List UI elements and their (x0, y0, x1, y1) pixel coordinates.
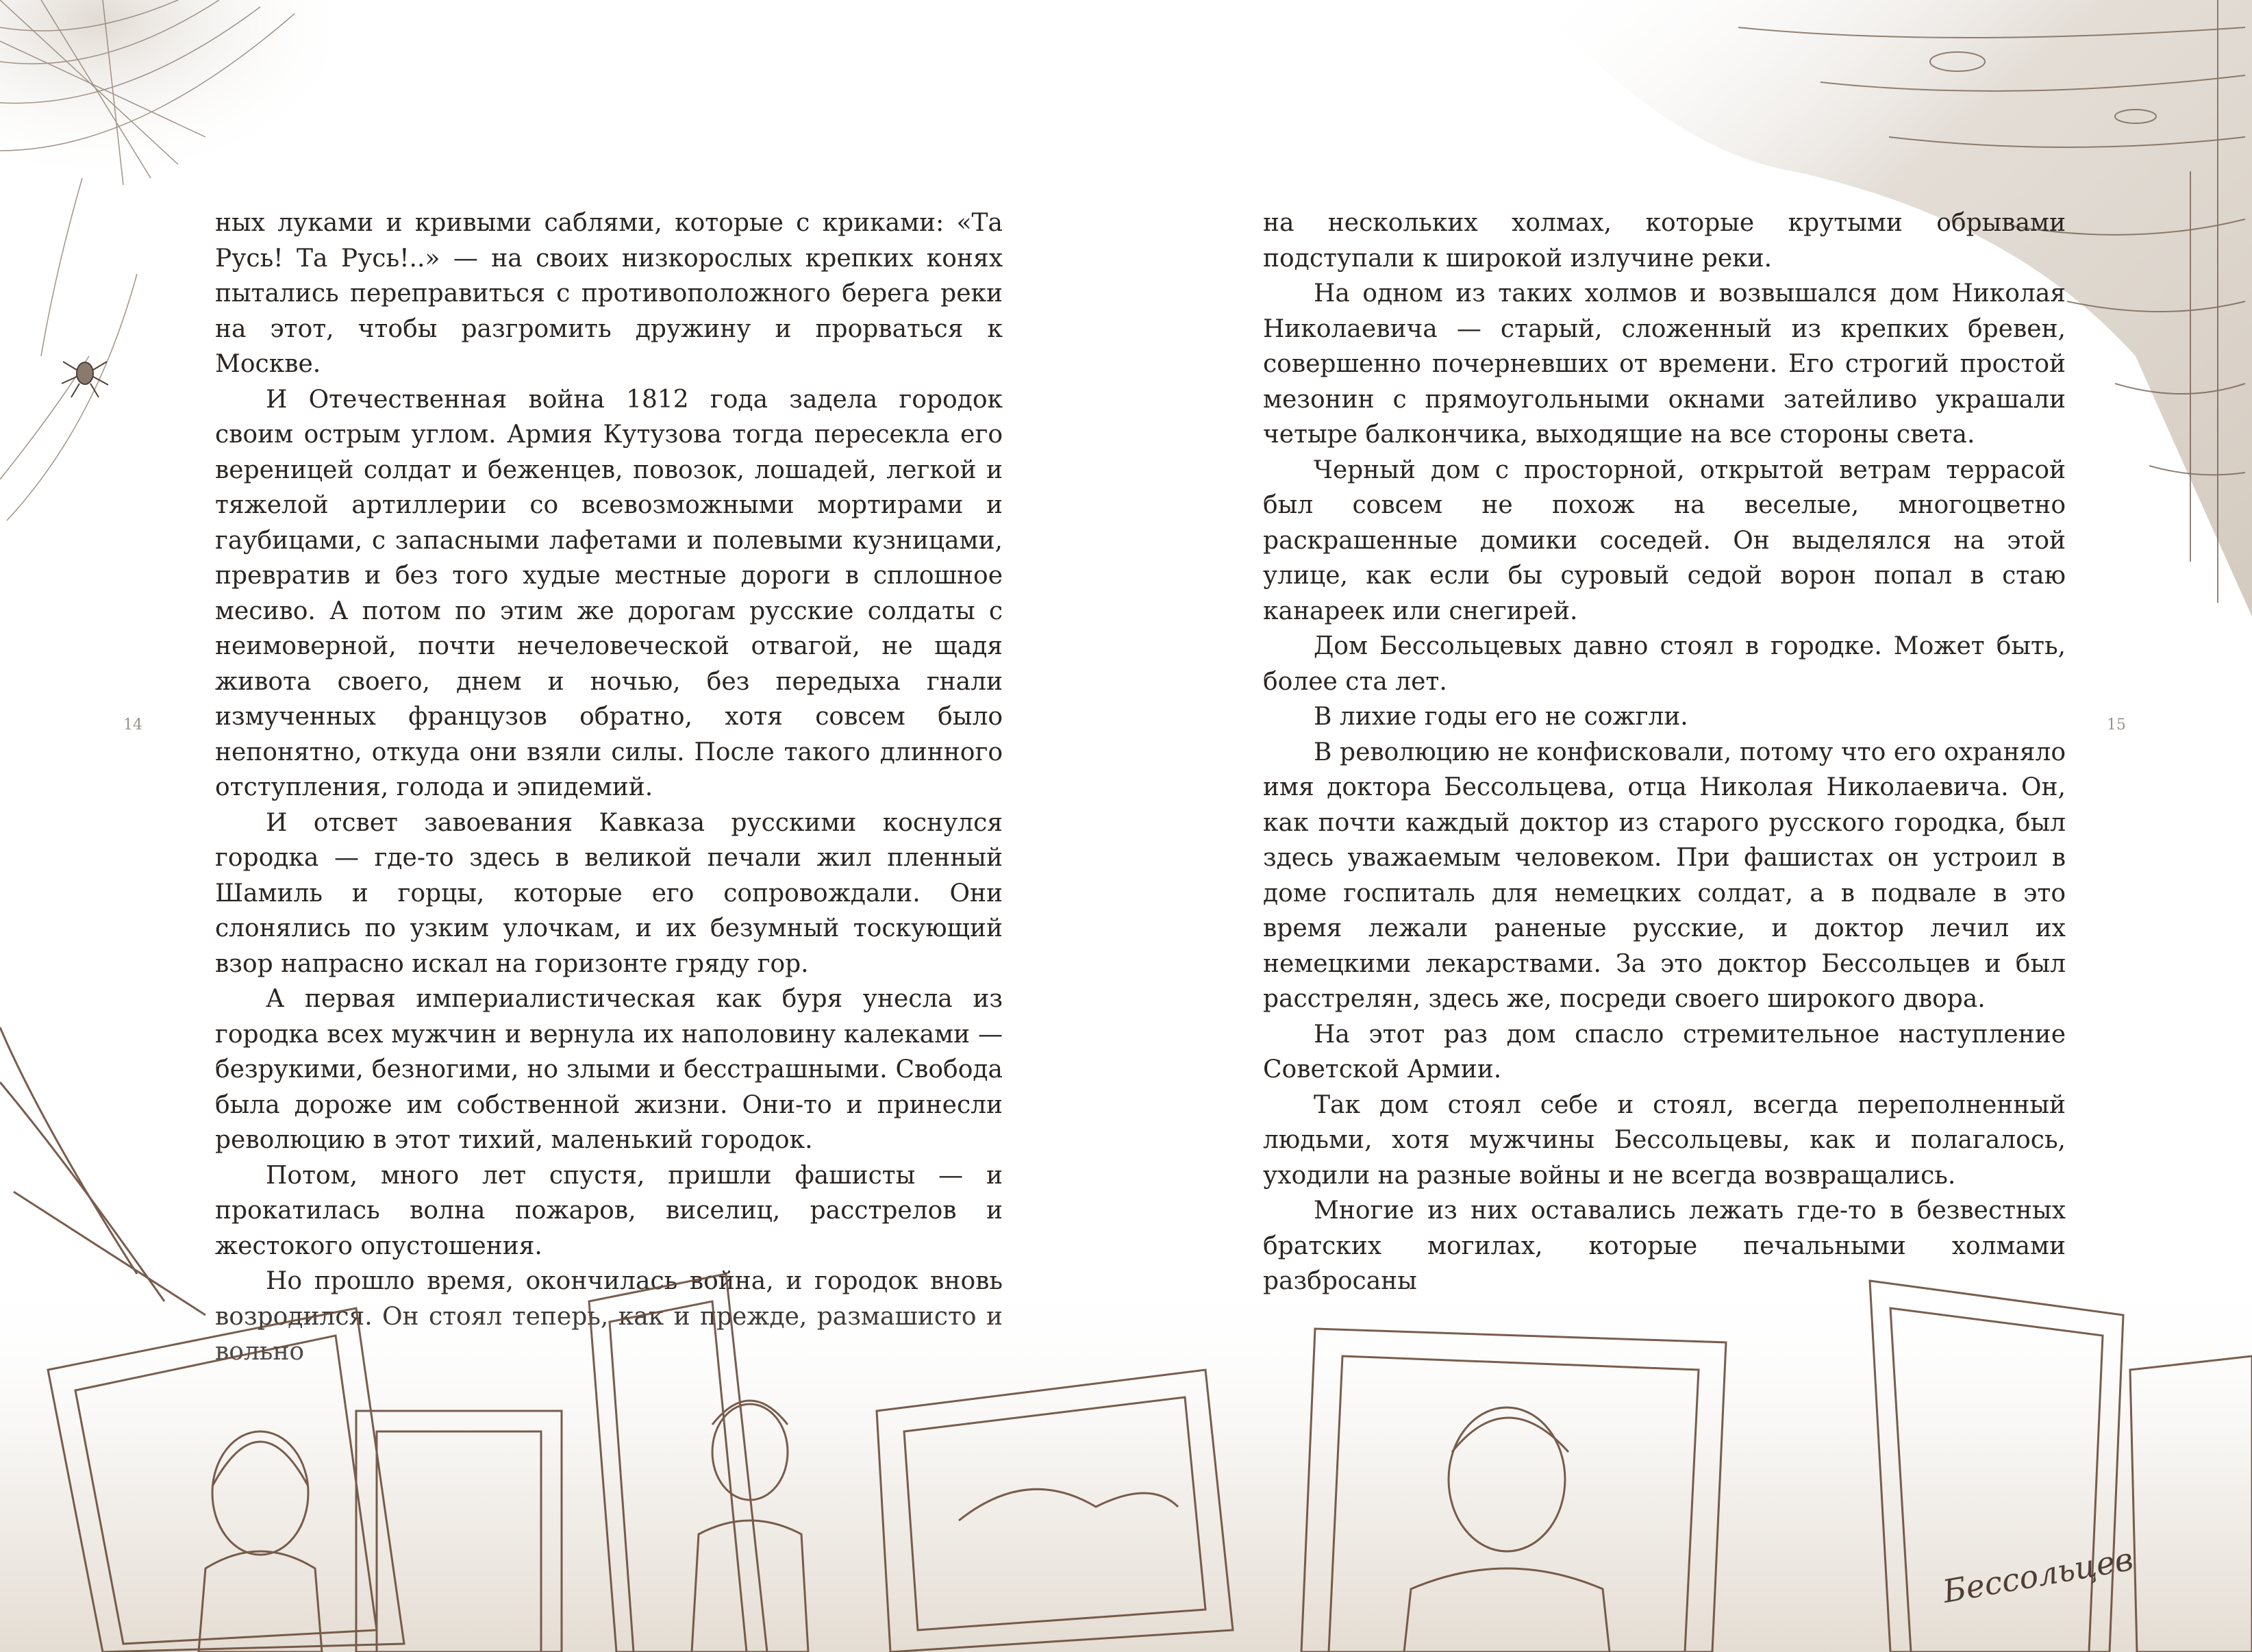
paragraph: Черный дом с просторной, открытой ветрам террасой был совсем не похож на веселые, многоцветно раскрашенные домики соседей. Он выделялся на этой улице, как если бы суровый седой ворон попал в стаю канареек или снегирей. (1263, 455, 2066, 625)
paragraph: На этот раз дом спасло стремительное наступление Советской Армии. (1263, 1020, 2066, 1084)
paragraph: ных луками и кривыми саблями, которые с криками: «Та Русь! Та Русь!..» — на своих низкорослых крепких конях пытались переправиться с противоположного берега реки на этот, чтобы разгромить дружину и прорваться к Москве. (215, 209, 1003, 378)
framed-portraits-illustration (0, 986, 2252, 1652)
signature: Бессольцев (1940, 1540, 2136, 1610)
paragraph: Так дом стоял себе и стоял, всегда переполненный людьми, хотя мужчины Бессольцевы, как и полагалось, уходили на разные войны и не всегда возвращались. (1263, 1090, 2066, 1190)
paragraph: В революцию не конфисковали, потому что его охраняло имя доктора Бессольцева, отца Николая Николаевича. Он, как почти каждый доктор из старого русского городка, был здесь уважаемым человеком. При фашистах он устроил в доме госпиталь для немецких солдат, а в подвале в это время лежали раненые русские, и доктор лечил их немецкими лекарствами. За это доктор Бессольцев и был расстрелян, здесь же, посреди своего широкого двора. (1263, 738, 2066, 1013)
paragraph: На одном из таких холмов и возвышался дом Николая Николаевича — старый, сложенный из крепких бревен, совершенно почерневших от времени. Его строгий простой мезонин с прямоугольными окнами затейливо украшали четыре балкончика, выходящие на все стороны света. (1263, 279, 2066, 449)
page-number: 14 (123, 716, 142, 734)
paragraph: Дом Бессольцевых давно стоял в городке. Может быть, более ста лет. (1263, 632, 2066, 696)
paragraph: И Отечественная война 1812 года задела городок своим острым углом. Армия Кутузова тогда пересекла его вереницей солдат и беженцев, повозок, лошадей, легкой и тяжелой артиллерии со всевозможными мортирами и гаубицами, с запасными лафетами и полевыми кузницами, превратив и без того худые местные дороги в сплошное месиво. А потом по этим же дорогам русские солдаты с неимоверной, почти нечеловеческой отвагой, не щадя живота своего, днем и ночью, без передыха гнали измученных французов обратно, хотя совсем было непонятно, откуда они взяли силы. После такого длинного отступления, голода и эпидемий. (215, 385, 1003, 801)
paragraph: на нескольких холмах, которые крутыми обрывами подступали к широкой излучине реки. (1263, 209, 2066, 273)
page-number: 15 (2107, 716, 2126, 734)
paragraph: В лихие годы его не сожгли. (1314, 703, 1688, 731)
paragraph: Многие из них оставались лежать где-то в безвестных братских могилах, которые печальными холмами (1263, 1197, 2066, 1260)
paragraph: Потом, много лет спустя, пришли фашисты — и прокатилась волна пожаров, виселиц, расстрелов и жестокого опустошения. (215, 1161, 1003, 1260)
paragraph: А первая империалистическая как буря унесла из городка всех мужчин и вернула их наполовину калеками — безрукими, безногими, но злыми и бесстрашными. Свобода была дороже им собственной жизни. Они-то и принесли революцию в этот тихий, маленький городок. (215, 985, 1003, 1154)
paragraph: И отсвет завоевания Кавказа русскими коснулся городка — где-то здесь в великой печали жил пленный Шамиль и горцы, которые его сопровождали. Они слонялись по узким улочкам, и их безумный тоскующий взор напрасно искал на горизонте гряду гор. (215, 808, 1003, 978)
